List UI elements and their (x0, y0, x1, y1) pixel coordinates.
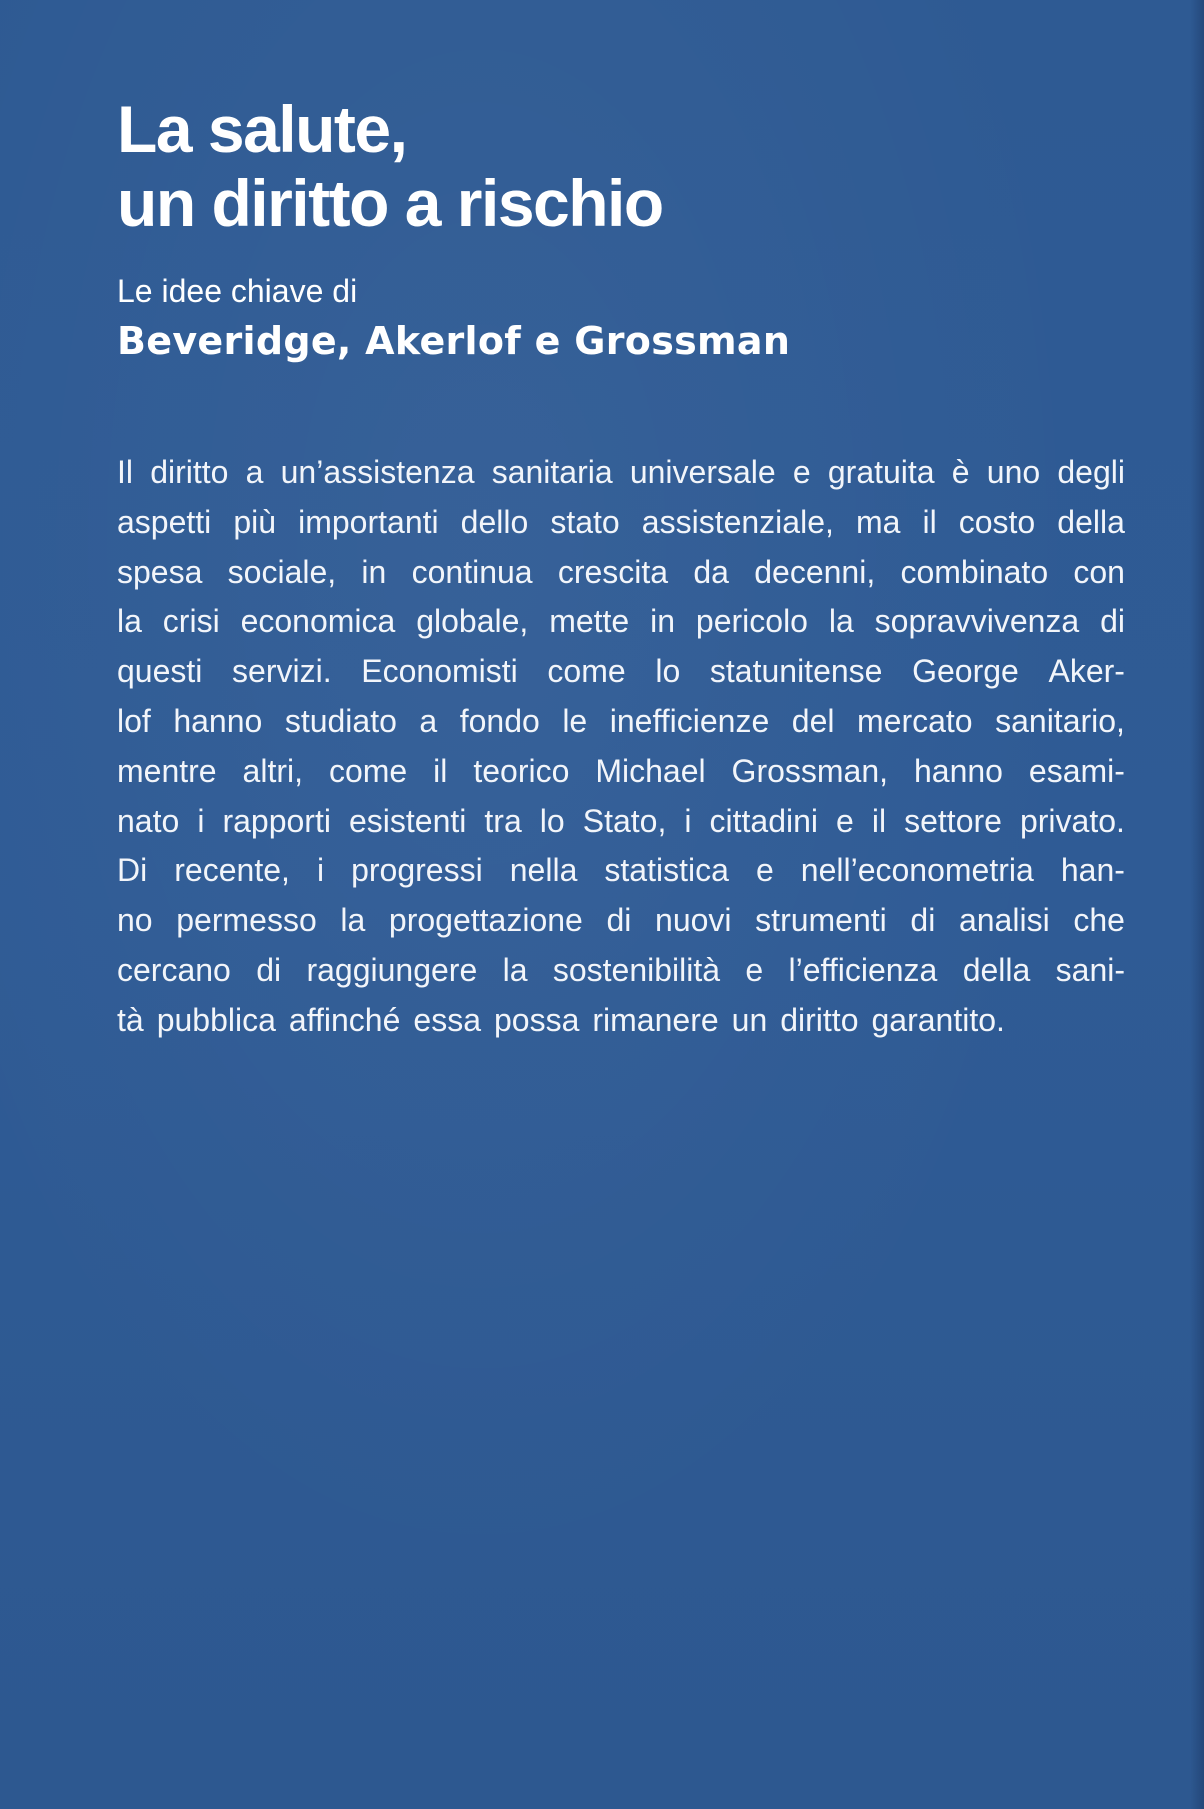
blurb-word: studiato (284, 702, 397, 739)
blurb-word: i (197, 802, 205, 839)
blurb-word: no (117, 902, 153, 939)
blurb-word: della (962, 951, 1031, 988)
blurb-line-10 (117, 896, 1125, 946)
blurb-word: gratuita (827, 454, 935, 490)
blurb-word: settore (904, 802, 1002, 839)
blurb-word: Economisti (361, 653, 518, 690)
blurb-word: nell’econometria (800, 852, 1034, 889)
blurb-word: Grossman, (731, 752, 889, 789)
blurb-word: di (256, 951, 282, 988)
blurb-word: i (684, 802, 692, 839)
blurb-word: il (433, 752, 448, 789)
blurb-word: possa (493, 1001, 580, 1038)
blurb-line-12 (117, 996, 1125, 1046)
blurb-word: è (951, 454, 970, 490)
blurb-word: lof (117, 702, 151, 739)
blurb-word: mercato (856, 702, 973, 739)
blurb-word: servizi. (232, 653, 332, 690)
blurb-word: spesa (117, 553, 203, 590)
blurb-line-2 (117, 498, 1125, 548)
blurb-word: sociale, (227, 553, 337, 590)
book-title (117, 92, 1017, 240)
blurb-word: recente, (174, 852, 290, 889)
blurb-word: globale, (416, 603, 529, 640)
blurb-word: assistenziale, (641, 503, 834, 540)
blurb-word: stato (550, 503, 620, 540)
blurb-word: statunitense (709, 653, 883, 690)
blurb-word: esistenti (348, 802, 467, 839)
blurb-word: e (755, 852, 774, 889)
blurb-word: sopravvivenza (874, 603, 1080, 640)
blurb-word: costo (958, 503, 1036, 540)
blurb-word: degli (1057, 454, 1125, 490)
blurb-word: fondo (459, 702, 540, 739)
blurb-word: sanitario, (995, 702, 1125, 739)
blurb-word: tra (484, 802, 522, 839)
blurb-word: come (547, 653, 626, 690)
blurb-word: con (1073, 553, 1125, 590)
blurb-word: e (792, 454, 811, 490)
blurb-word: lo (655, 653, 681, 690)
book-title-line-2: un diritto a rischio (117, 166, 663, 240)
blurb-line-3 (117, 548, 1125, 598)
blurb-word: un (731, 1001, 768, 1038)
blurb-word: universale (629, 454, 776, 490)
blurb-word: George (912, 653, 1019, 690)
blurb-word: le (562, 702, 588, 739)
blurb-word: l’efficienza (788, 951, 938, 988)
blurb-word: pubblica (156, 1001, 276, 1038)
blurb-word: garantito. (871, 1001, 1005, 1038)
blurb-word: cittadini (709, 802, 818, 839)
blurb-word: hanno (913, 752, 1003, 789)
blurb-word: cercano (117, 951, 231, 988)
blurb-word: nato (117, 802, 180, 839)
blurb-word: un’assistenza (280, 454, 475, 490)
blurb-line-4 (117, 597, 1125, 647)
blurb-word: progettazione (388, 902, 583, 939)
blurb-word: continua (411, 553, 533, 590)
blurb-word: diritto (150, 454, 229, 490)
blurb-word: la (340, 902, 366, 939)
blurb-word: questi (117, 653, 203, 690)
blurb-line-6 (117, 697, 1125, 747)
blurb-word: mette (549, 603, 630, 640)
subtitle-authors: Beveridge, Akerlof e Grossman (117, 319, 791, 363)
blurb-word: Aker- (1048, 653, 1125, 690)
blurb-word: la (117, 603, 142, 640)
blurb-line-1 (117, 448, 1125, 498)
blurb-line-5 (117, 647, 1125, 697)
blurb-word: lo (539, 802, 565, 839)
blurb-word: da (693, 553, 729, 590)
blurb-word: uno (986, 454, 1041, 490)
blurb-word: più (233, 503, 277, 540)
blurb-word: crescita (557, 553, 669, 590)
blurb-word: dello (460, 503, 529, 540)
blurb-word: in (361, 553, 387, 590)
blurb-word: ma (855, 503, 901, 540)
blurb-word: come (328, 752, 408, 789)
blurb-word: che (1073, 902, 1125, 939)
blurb-word: nella (509, 852, 578, 889)
blurb-word: teorico (473, 752, 570, 789)
blurb-word: inefficienze (609, 702, 770, 739)
blurb-word: hanno (173, 702, 263, 739)
blurb-word: a (419, 702, 438, 739)
blurb-word: privato. (1019, 802, 1125, 839)
blurb-word: decenni, (754, 553, 876, 590)
blurb-word: e (836, 802, 854, 839)
blurb-word: Stato, (582, 802, 667, 839)
blurb-word: esami- (1028, 752, 1125, 789)
blurb-line-9 (117, 846, 1125, 896)
blurb-word: combinato (900, 553, 1049, 590)
blurb-word: Il (117, 454, 133, 490)
blurb-word: sani- (1055, 951, 1125, 988)
blurb-word: raggiungere (306, 951, 478, 988)
blurb-word: affinché (288, 1001, 401, 1038)
blurb-word: crisi (162, 603, 220, 640)
blurb-word: sanitaria (491, 454, 613, 490)
blurb-word: rapporti (222, 802, 331, 839)
blurb-word: a (245, 454, 264, 490)
back-cover-blurb (117, 448, 1125, 1046)
blurb-word: pericolo (695, 603, 808, 640)
blurb-word: rimanere (592, 1001, 719, 1038)
blurb-word: diritto (780, 1001, 859, 1038)
blurb-word: di (606, 902, 632, 939)
blurb-word: permesso (176, 902, 317, 939)
book-title-line-1: La salute, (117, 92, 407, 166)
blurb-word: di (1100, 603, 1125, 640)
blurb-word: del (791, 702, 835, 739)
blurb-word: Michael (595, 752, 706, 789)
blurb-word: statistica (604, 852, 729, 889)
blurb-word: tà (117, 1001, 144, 1038)
blurb-word: mentre (117, 752, 217, 789)
blurb-word: della (1057, 503, 1125, 540)
blurb-word: Di (117, 852, 148, 889)
blurb-word: progressi (351, 852, 483, 889)
blurb-line-8 (117, 797, 1125, 847)
blurb-word: i (316, 852, 325, 889)
blurb-word: sostenibilità (552, 951, 721, 988)
blurb-line-7 (117, 747, 1125, 797)
blurb-word: il (922, 503, 937, 540)
blurb-word: altri, (242, 752, 303, 789)
blurb-word: aspetti (117, 503, 212, 540)
blurb-word: di (910, 902, 936, 939)
blurb-word: nuovi (655, 902, 732, 939)
blurb-word: analisi (958, 902, 1050, 939)
blurb-word: essa (413, 1001, 481, 1038)
blurb-word: la (828, 603, 854, 640)
subtitle-intro: Le idee chiave di (117, 273, 358, 309)
blurb-word: la (502, 951, 528, 988)
blurb-word: strumenti (755, 902, 887, 939)
blurb-word: han- (1060, 852, 1125, 889)
blurb-word: economica (240, 603, 396, 640)
blurb-word: e (745, 951, 764, 988)
blurb-word: importanti (298, 503, 439, 540)
blurb-word: il (871, 802, 887, 839)
blurb-word: in (650, 603, 676, 640)
cover-edge-shadow (1190, 0, 1204, 1809)
blurb-line-11 (117, 946, 1125, 996)
